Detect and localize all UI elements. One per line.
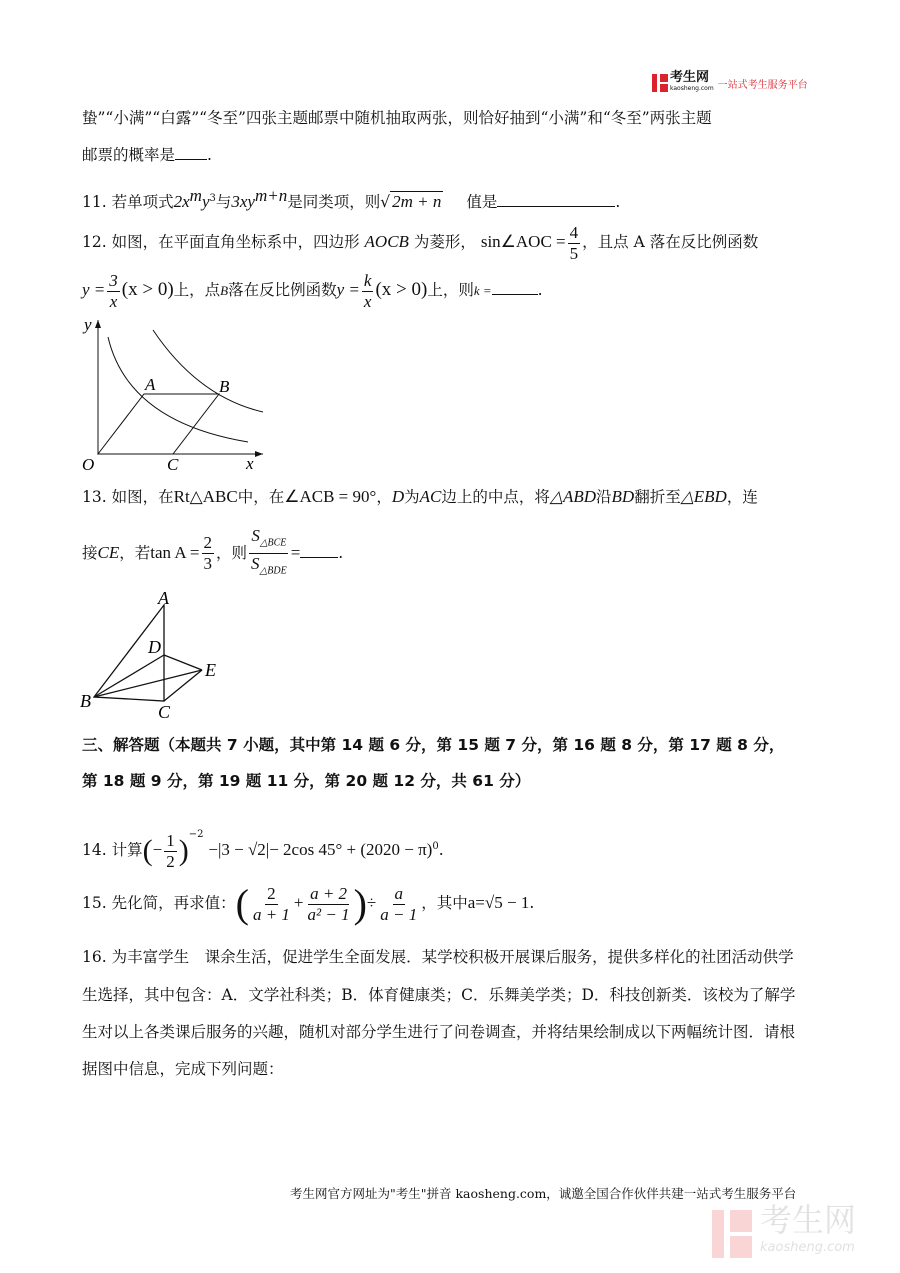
q12-text: 上，则 [427,281,474,299]
subscript: △BCE [259,537,287,549]
question-number: 14. [82,841,107,859]
math: − [152,840,163,859]
q13-text: ，连 [726,488,758,506]
q14-text: 计算 [111,841,143,859]
math: − 2cos 45° + (2020 − π) [269,840,433,859]
question-15: 15. 先化简，再求值：( $\frac{2}{a + 1}$ + $\frac{a + 2}{\text{a² − 1}}$ )÷ $\frac{a}{a - 1}$ ，其中a=√5 − 1. [82,881,535,926]
denominator: a² − 1 [307,904,350,924]
math: △ABD [549,487,596,506]
logo-domain: kaosheng.com [670,85,714,92]
header-logo [652,72,808,94]
math: + [293,893,304,912]
math: (x > 0) [121,279,174,300]
answer-blank [175,159,207,160]
denominator: x [363,291,372,311]
answer-blank [492,294,538,295]
math: k = [473,283,492,298]
answer-blank [300,557,338,558]
q13-text: ，则 [216,543,248,562]
logo-icon [652,72,668,94]
denominator: a − 1 [380,904,418,924]
numerator: 2 [267,883,276,903]
math: Rt△ABC [173,487,238,506]
watermark-logo-icon [712,1208,754,1260]
math: = [290,542,301,562]
q10-text: 邮票的概率是 [82,146,176,164]
denominator: 3 [203,554,213,574]
numerator: 4 [569,222,579,242]
numerator: a + 2 [310,883,348,903]
fraction [251,884,292,925]
q13-text: ， [376,488,392,506]
question-13-line1 [82,487,758,507]
label-O: O [82,455,95,474]
label-B: B [80,691,91,711]
y-axis-arrow-icon [95,320,101,328]
math: a=√5 − 1 [467,893,530,912]
logo-name: 考生网 [670,70,710,85]
math: AC [419,487,442,506]
label-A: A [145,375,156,394]
q16-line3: 生对以上各类课后服务的兴趣，随机对部分学生进行了问卷调查，并将结果绘制成以下两幅统计图．请根 [82,1023,796,1041]
exponent: −2 [188,829,204,840]
subscript: △BDE [259,565,287,577]
question-13-line2 [82,526,343,582]
math: 3xy [231,192,255,212]
math: 2x [173,192,190,212]
fraction [306,884,352,925]
math: y = [336,280,360,299]
math: △EBD [680,487,727,506]
math: (x > 0) [375,279,428,300]
rhombus-AOCB [98,394,219,454]
answer-blank [497,206,615,207]
fraction [107,271,120,312]
watermark-domain: kaosheng.com [760,1240,855,1255]
label-A: A [158,588,169,608]
q13-text: ，若 [119,543,151,562]
q12-figure [78,312,268,477]
period: . [529,894,535,912]
math: sin∠AOC = [480,232,566,251]
period: . [207,146,212,164]
math: BD [611,487,635,506]
math: ÷ [366,893,377,912]
q12-text: 上，点 [173,281,221,299]
label-E: E [205,660,216,680]
q12-text: 如图，在平面直角坐标系中，四边形 [111,233,360,251]
label-B: B [219,377,230,396]
area-ratio-fraction [249,526,289,582]
logo-slogan: 一站式考生服务平台 [717,79,808,91]
section-3-heading-line1: 三、解答题（本题共 7 小题，其中第 14 题 6 分，第 15 题 7 分，第 16 题 8 分，第 17 题 8 分， [82,736,785,754]
numerator: 1 [166,830,175,850]
math: B [220,283,229,298]
absolute-value: 3 − √2 [221,840,266,859]
question-12-line2 [82,270,543,312]
numerator: S [251,526,260,545]
watermark-name: 考生网 [760,1201,857,1239]
question-number: 12. [82,233,107,251]
q11-text: 与 [215,193,232,212]
q12-text: 落在反比例函数 [228,281,337,299]
q11-text: 是同类项，则 [287,193,381,212]
numerator: 3 [109,270,118,290]
q13-text: 为 [404,488,420,506]
math: m [189,186,202,205]
q13-text: 如图，在 [111,488,174,506]
curve-k-over-x [153,330,263,412]
footer-text: 考生网官方网址为"考生"拼音 kaosheng.com，诚邀全国合作伙伴共建一站式考生服务平台 [290,1186,797,1201]
q13-text: 翻折至 [634,488,681,506]
q16-line2: 生选择，其中包含：A．文学社科类；B．体育健康类；C．乐舞美学类；D．科技创新类．该校为了解学 [82,986,796,1004]
exponent: 0 [432,840,439,852]
denominator: S [251,554,260,574]
watermark-logo [712,1201,857,1262]
label-y: y [84,315,92,334]
q13-text: 接 [82,543,98,562]
math: CE [97,542,120,562]
segment-BD [94,655,164,697]
x-axis-arrow-icon [255,451,263,457]
fraction [202,533,215,574]
question-number: 11. [82,193,107,212]
q15-text: ，其中 [421,894,468,912]
label-C: C [167,455,179,474]
fraction [164,831,177,872]
period: . [615,193,621,212]
period: . [338,543,344,562]
segment-DE [164,655,202,670]
question-11: 11. 若单项式$2x^my^3$与$3xy^{m+n}$是同类项，则√ 2m + n 值是 . [82,186,621,212]
math: D [391,487,405,506]
q12-text: 为菱形， [413,233,476,251]
denominator: 5 [569,243,579,263]
q16-line1: 16. 为丰富学生 课余生活，促进学生全面发展．某学校积极开展课后服务，提供多样化的社团活动供学 [82,948,794,966]
math: y = [82,280,106,299]
denominator: a + 1 [252,904,290,924]
question-number: 13. [82,488,107,506]
numerator: 2 [203,533,213,553]
sqrt-expr: 2m + n [392,192,442,212]
denominator: 2 [166,851,175,871]
q13-text: 沿 [596,488,612,506]
q13-text: 中，在 [237,488,285,506]
math: m+n [254,186,288,205]
question-14: 14. 计算(− $\frac{1}{2}$ )$^{-2}$ −|3 − √2|− 2cos $45^\circ + (2020 - \pi)^0$. [82,829,444,871]
q11-text: 值是 [466,193,498,212]
math: y [201,192,210,212]
math: 3 [209,193,216,204]
q11-text: 若单项式 [111,193,174,212]
paren: ) [178,834,189,867]
period: . [438,841,444,859]
q13-text: 边上的中点，将 [441,488,550,506]
label-D: D [148,637,161,657]
math: ∠ACB = 90° [284,487,377,506]
numerator: k [363,270,372,290]
question-number: 15. [82,894,107,912]
math: tan A = [150,542,200,562]
denominator: x [109,291,118,311]
paren: ( [142,834,153,867]
fraction [362,271,374,312]
question-12-line1 [82,222,758,264]
q13-figure [78,585,228,720]
q10-line1: 蛰”“小满”“白露”“冬至”四张主题邮票中随机抽取两张，则恰好抽到“小满”和“冬至”两张主题 [82,109,712,127]
label-C: C [158,702,171,720]
numerator: a [394,883,403,903]
q15-text: 先化简，再求值： [111,894,236,912]
period: . [537,281,543,299]
math: AOCB [364,232,409,251]
q16-line4: 据图中信息，完成下列问题： [82,1060,284,1078]
label-x: x [246,454,254,473]
q10-line2 [82,145,212,165]
section-3-heading-line2: 第 18 题 9 分，第 19 题 11 分，第 20 题 12 分，共 61 分） [82,772,531,790]
q12-text: ，且点 A 落在反比例函数 [582,233,759,251]
fraction [378,884,419,925]
fraction [568,223,581,264]
